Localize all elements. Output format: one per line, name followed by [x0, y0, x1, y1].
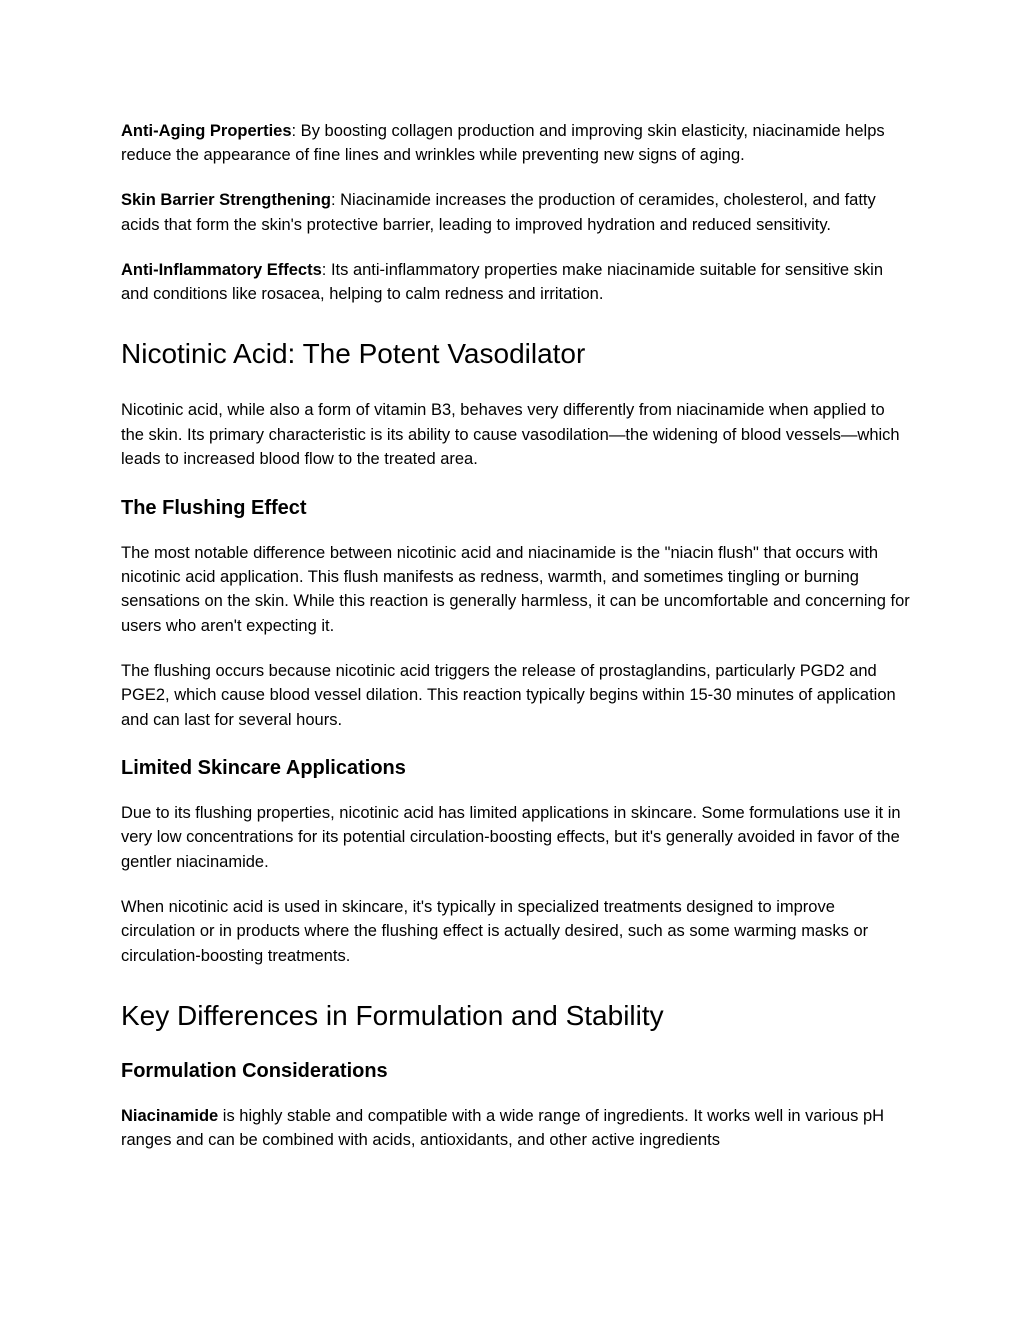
document-page: [121, 119, 911, 1153]
flushing-paragraph-1: The most notable difference between nicotinic acid and niacinamide is the "niacin flush" that occurs with nicotinic acid application. This flush manifests as redness, warmth, and sometimes tingling or burning sensations on the skin. While this reaction is generally harmless, it can be uncomfortable and concerning for users who aren't expecting it.: [121, 543, 910, 635]
limited-paragraph-2: When nicotinic acid is used in skincare, it's typically in specialized treatments designed to improve circulation or in products where the flushing effect is actually desired, such as some warming masks or circulation-boosting treatments.: [121, 897, 869, 965]
limited-heading: Limited Skincare Applications: [121, 757, 406, 779]
anti-inflammatory-term: Anti-Inflammatory Effects: [121, 260, 322, 279]
formulation-term: Niacinamide: [121, 1106, 219, 1125]
barrier-text: : Niacinamide increases the production of ceramides, cholesterol, and fatty acids that form the skin's protective barrier, leading to improved hydration and reduced sensitivity.: [121, 191, 876, 234]
flushing-heading: The Flushing Effect: [121, 496, 307, 519]
barrier-paragraph: [121, 188, 911, 237]
anti-aging-term: Anti-Aging Properties: [121, 122, 292, 140]
anti-aging-text: : By boosting collagen production and improving skin elasticity, niacinamide helps reduce the appearance of fine lines and wrinkles while preventing new signs of aging.: [121, 122, 885, 165]
anti-aging-paragraph: [121, 119, 911, 168]
anti-inflammatory-paragraph: [121, 258, 911, 307]
formulation-heading: Formulation Considerations: [121, 1059, 388, 1082]
formulation-paragraph: [121, 1104, 911, 1153]
anti-inflammatory-text: : Its anti-inflammatory properties make niacinamide suitable for sensitive skin and conditions like rosacea, helping to calm redness and irritation.: [121, 260, 884, 304]
nicotinic-intro: Nicotinic acid, while also a form of vitamin B3, behaves very differently from niacinamide when applied to the skin. Its primary characteristic is its ability to cause vasodilation—the widening of blood vessels—which leads to increased blood flow to the treated area.: [121, 401, 900, 469]
flushing-paragraph-2: The flushing occurs because nicotinic acid triggers the release of prostaglandins, particularly PGD2 and PGE2, which cause blood vessel dilation. This reaction typically begins within 15-30 minutes of application and can last for several hours.: [121, 661, 896, 729]
formulation-text: is highly stable and compatible with a wide range of ingredients. It works well in various pH ranges and can be combined with acids, antioxidants, and other active ingredients: [121, 1106, 885, 1150]
barrier-term: Skin Barrier Strengthening: [121, 191, 331, 210]
nicotinic-heading: Nicotinic Acid: The Potent Vasodilator: [121, 338, 586, 370]
differences-heading: Key Differences in Formulation and Stability: [121, 999, 664, 1031]
limited-paragraph-1: Due to its flushing properties, nicotinic acid has limited applications in skincare. Some formulations use it in very low concentrations for its potential circulation-boosting effects, but it's generally avoided in favor of the gentler niacinamide.: [121, 804, 901, 871]
